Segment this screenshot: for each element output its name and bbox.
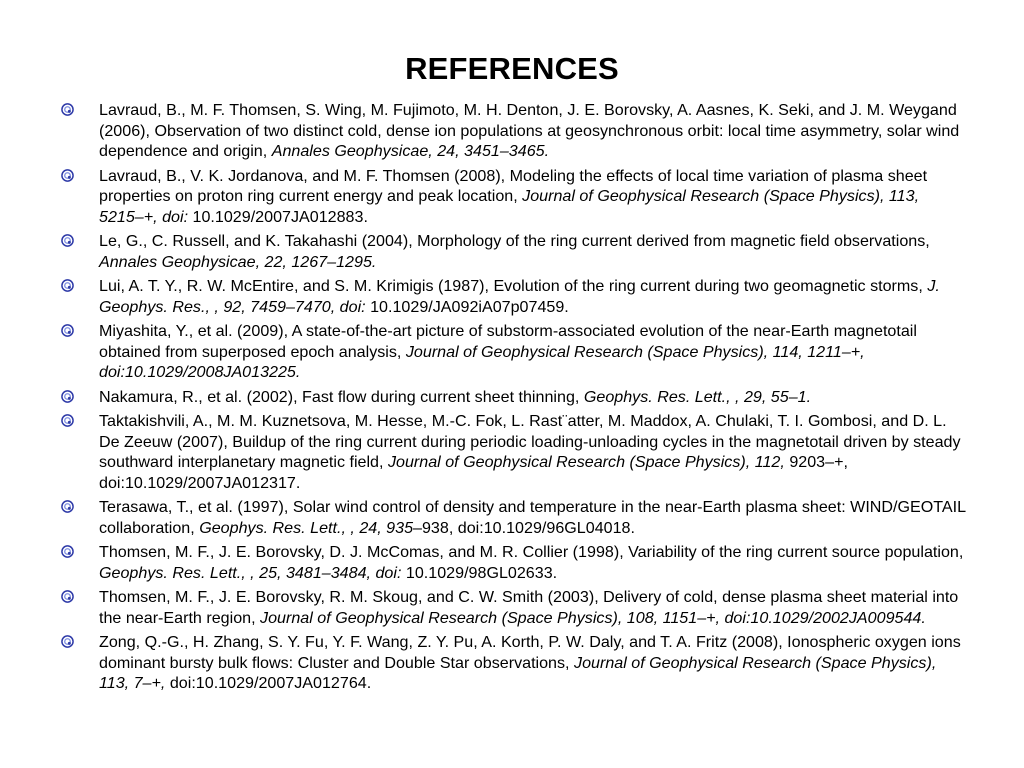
- reference-journal: Geophys. Res. Lett., , 25, 3481–3484, doi:: [99, 563, 406, 582]
- reference-plain: Thomsen, M. F., J. E. Borovsky, R. M. Skoug, and C. W. Smith (2003), Delivery of cold, dense plasma sheet material into the near-Earth region,: [99, 588, 959, 627]
- reference-plain: Miyashita, Y., et al. (2009), A state-of-the-art picture of substorm-associated evolution of the near-Earth magnetotail obtained from superposed epoch analysis,: [99, 322, 917, 361]
- reference-journal: Annales Geophysicae, 22, 1267–1295.: [99, 252, 377, 271]
- list-item: [60, 100, 966, 162]
- list-item: [60, 166, 966, 228]
- reference-journal: J. Geophys. Res., , 92, 7459–7470, doi:: [99, 277, 940, 316]
- concentric-circle-bullet-icon: [61, 103, 74, 116]
- reference-journal: Geophys. Res. Lett., , 29, 55–1.: [583, 387, 812, 406]
- reference-plain: Lavraud, B., V. K. Jordanova, and M. F. Thomsen (2008), Modeling the effects of local time variation of plasma sheet properties on proton ring current energy and peak location,: [99, 166, 928, 205]
- reference-doi: 10.1029/JA092iA07p07459.: [370, 297, 569, 316]
- reference-journal: Journal of Geophysical Research (Space Physics), 113, 5215–+, doi:: [99, 187, 920, 226]
- reference-doi: –938, doi:10.1029/96GL04018.: [413, 518, 635, 537]
- concentric-circle-bullet-icon: [61, 500, 74, 513]
- concentric-circle-bullet-icon: [61, 545, 74, 558]
- concentric-circle-bullet-icon: [61, 279, 74, 292]
- reference-plain: Terasawa, T., et al. (1997), Solar wind control of density and temperature in the near-Earth plasma sheet: WIND/GEOTAIL collaboration,: [99, 498, 966, 537]
- reference-journal: Journal of Geophysical Research (Space Physics), 108, 1151–+, doi:10.1029/2002JA009544.: [260, 608, 926, 627]
- reference-doi: doi:10.1029/2007JA012764.: [169, 674, 372, 692]
- list-item: [60, 411, 966, 493]
- reference-journal: Journal of Geophysical Research (Space Physics), 112,: [387, 453, 790, 471]
- reference-journal: Journal of Geophysical Research (Space Physics), 113, 7–+,: [99, 653, 937, 692]
- reference-plain: Lui, A. T. Y., R. W. McEntire, and S. M. Krimigis (1987), Evolution of the ring current during two geomagnetic storms,: [99, 277, 928, 295]
- reference-plain: Nakamura, R., et al. (2002), Fast flow during current sheet thinning,: [99, 387, 584, 406]
- reference-list: [60, 100, 966, 698]
- list-item: [60, 542, 966, 583]
- concentric-circle-bullet-icon: [61, 635, 74, 648]
- reference-doi: 9203–+, doi:10.1029/2007JA012317.: [99, 453, 848, 492]
- reference-doi: 10.1029/2007JA012883.: [192, 207, 368, 226]
- concentric-circle-bullet-icon: [61, 390, 74, 403]
- page-title: REFERENCES: [405, 50, 619, 86]
- list-item: [60, 231, 966, 272]
- reference-journal: Geophys. Res. Lett., , 24, 935: [199, 518, 414, 537]
- concentric-circle-bullet-icon: [61, 590, 74, 603]
- reference-journal: Journal of Geophysical Research (Space Physics), 114, 1211–+, doi:10.1029/2008JA013225.: [99, 342, 865, 381]
- list-item: [60, 587, 966, 628]
- list-item: [60, 497, 966, 538]
- reference-journal: Annales Geophysicae, 24, 3451–3465.: [271, 142, 550, 160]
- concentric-circle-bullet-icon: [61, 414, 74, 427]
- list-item: [60, 321, 966, 383]
- list-item: [60, 387, 966, 408]
- concentric-circle-bullet-icon: [61, 324, 74, 337]
- list-item: [60, 276, 966, 317]
- reference-plain: Zong, Q.-G., H. Zhang, S. Y. Fu, Y. F. Wang, Z. Y. Pu, A. Korth, P. W. Daly, and T. A. Fritz (2008), Ionospheric oxygen ions dominant bursty bulk flows: Cluster and Double Star observations,: [99, 633, 961, 672]
- concentric-circle-bullet-icon: [61, 234, 74, 247]
- reference-doi: 10.1029/98GL02633.: [405, 563, 558, 582]
- reference-plain: Lavraud, B., M. F. Thomsen, S. Wing, M. Fujimoto, M. H. Denton, J. E. Borovsky, A. Aasnes, K. Seki, and J. M. Weygand (2006), Observation of two distinct cold, dense ion populations at geosynchronous orbit: local time asymmetry, solar wind dependence and origin,: [99, 101, 960, 160]
- concentric-circle-bullet-icon: [61, 169, 74, 182]
- reference-plain: Thomsen, M. F., J. E. Borovsky, D. J. McComas, and M. R. Collier (1998), Variability of the ring current source population,: [99, 543, 964, 561]
- list-item: [60, 632, 966, 694]
- reference-plain: Taktakishvili, A., M. M. Kuznetsova, M. Hesse, M.-C. Fok, L. Rast¨atter, M. Maddox, A. Chulaki, T. I. Gombosi, and D. L. De Zeeuw (2007), Buildup of the ring current during periodic loading-unloading cycles in the magnetotail driven by steady southward interplanetary magnetic field,: [99, 412, 961, 471]
- reference-plain: Le, G., C. Russell, and K. Takahashi (2004), Morphology of the ring current derived from magnetic field observations,: [99, 232, 930, 250]
